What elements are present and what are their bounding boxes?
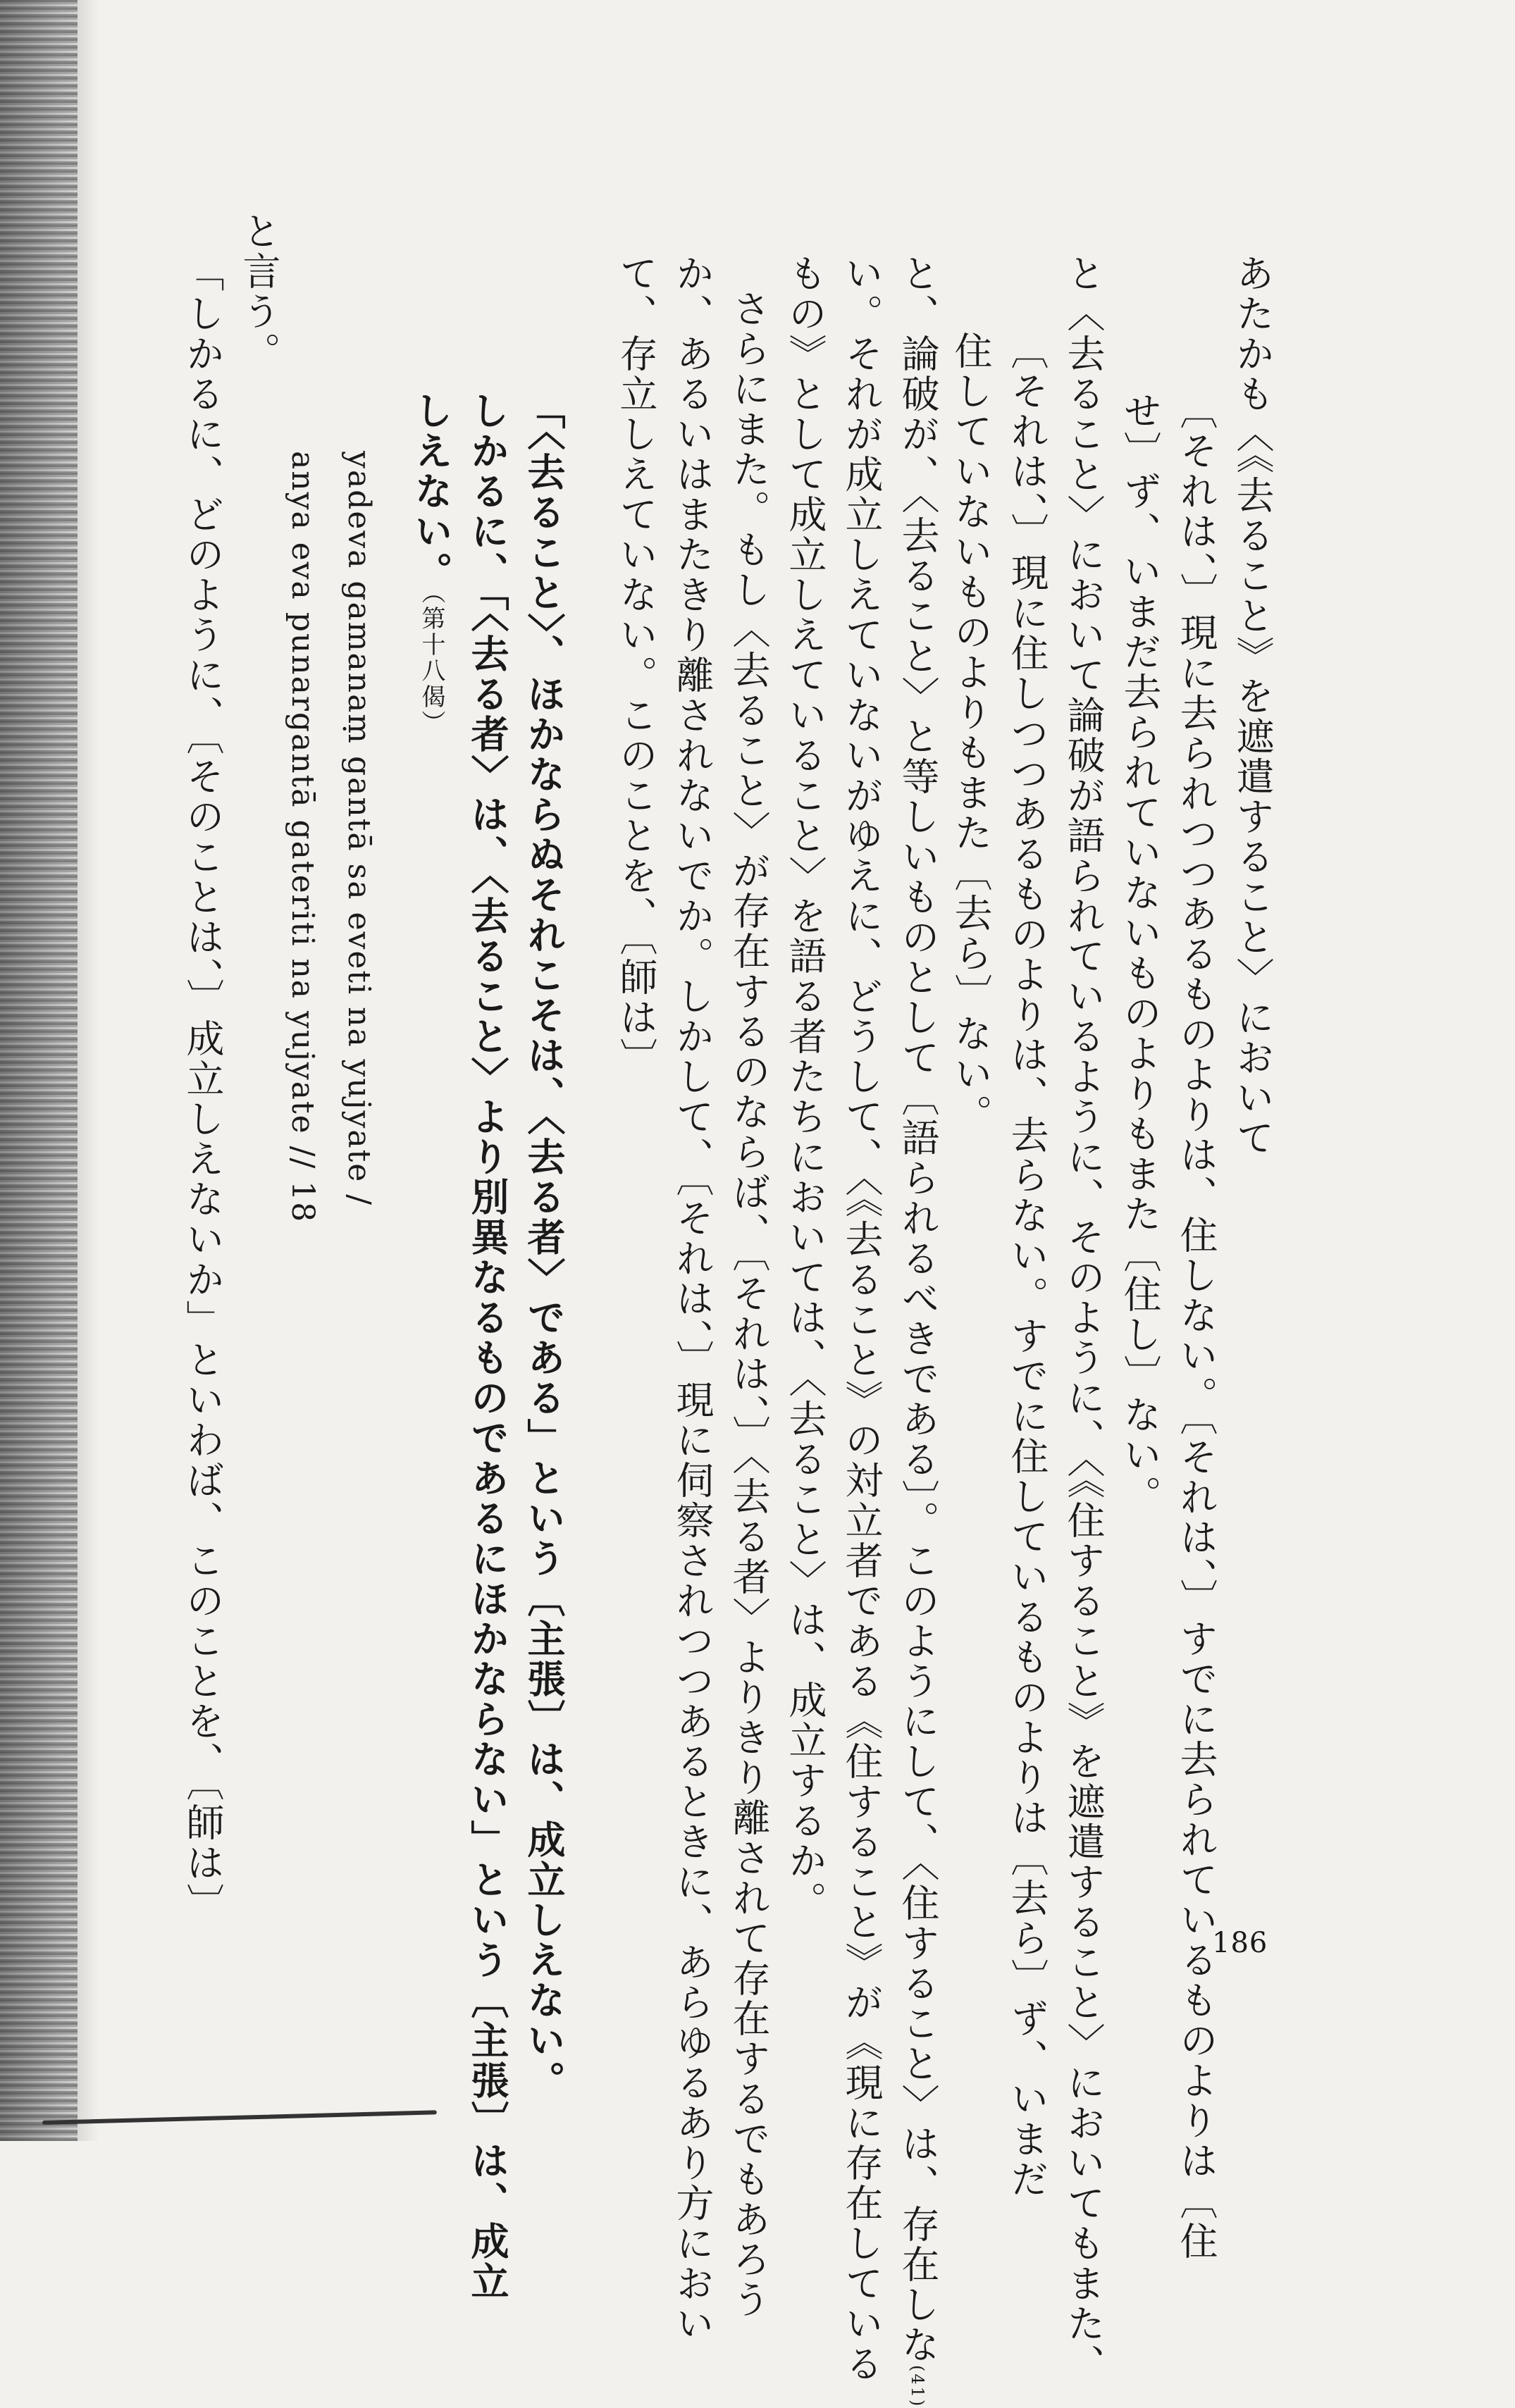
text-line-7: [896, 254, 940, 2408]
text-line-3: せ〕ず、いまだ去られていないものよりもまた〔住し〕ない。: [1118, 391, 1162, 1515]
verse-number: （第十八偈）: [417, 592, 445, 736]
verse-line-2: しかるに、「〈去る者〉は、〈去ること〉より別異なるものであるにほかならない」という〔主張〕は、成立: [465, 391, 510, 2302]
bottom-scan-mark: [42, 2110, 437, 2125]
text-line-10: さらにまた。もし〈去ること〉が存在するのならば、〔それは、〕〈去る者〉よりきり離されて存在するでもあろう: [726, 289, 771, 2320]
verse-line-1: 「〈去ること〉、ほかならぬそれこそは、〈去る者〉である」という〔主張〕は、成立しえない。: [521, 391, 567, 2101]
text-line-11: か、あるいはまたきり離されないでか。しかして、〔それは、〕現に伺察されつつあるときに、あらゆるあり方におい: [670, 254, 715, 2344]
text-line-7-text: と、論破が、〈去ること〉と等しいものとして〔語られるべきである〕。このようにして、〈住すること〉は、存在しな: [896, 254, 940, 2365]
note-marker: (41): [908, 2365, 927, 2408]
text-line-18: と言う。: [237, 211, 281, 372]
text-line-9: もの》として成立しえていること〉を語る者たちにおいては、〈去ること〉は、成立するか。: [783, 254, 827, 1921]
verse-line-3: [409, 391, 454, 736]
text-line-1: あたかも〈《去ること》を遮遣すること〉において: [1230, 254, 1275, 1158]
text-line-2: 〔それは、〕現に去られつつあるものよりは、住しない。〔それは、〕すでに去られているものよりは〔住: [1174, 391, 1218, 2261]
sanskrit-line-1: yadeva gamanaṃ gantā sa eveti na yujyate /: [341, 451, 377, 1207]
text-line-8: い。それが成立しえていないがゆえに、どうして、〈《去ること》の対立者である《住すること》が《現に存在している: [839, 254, 884, 2384]
text-line-5: 〔それは、〕現に住しつつあるものよりは、去らない。すでに住しているものよりは〔去ら〕ず、いまだ: [1005, 331, 1049, 2199]
text-line-6: 住していないものよりもまた〔去ら〕ない。: [948, 331, 993, 1134]
sanskrit-line-2: anya eva punargantā gateriti na yujyate // 18: [285, 451, 321, 1224]
page-number: 186: [1212, 1927, 1268, 1959]
text-line-4: と〈去ること〉において論破が語られているように、そのように、〈《住すること》を遮遣すること〉においてもまた、: [1061, 254, 1106, 2384]
verse-line-3-text: しえない。: [409, 391, 454, 592]
text-line-12: て、存立しえていない。このことを、〔師は〕: [614, 254, 658, 1078]
binding-edge-gradient: [0, 0, 99, 2141]
text-line-19: 「しかるに、どのように、〔そのことは、〕成立しえないか」といわば、このことを、〔師は〕: [180, 254, 225, 1923]
